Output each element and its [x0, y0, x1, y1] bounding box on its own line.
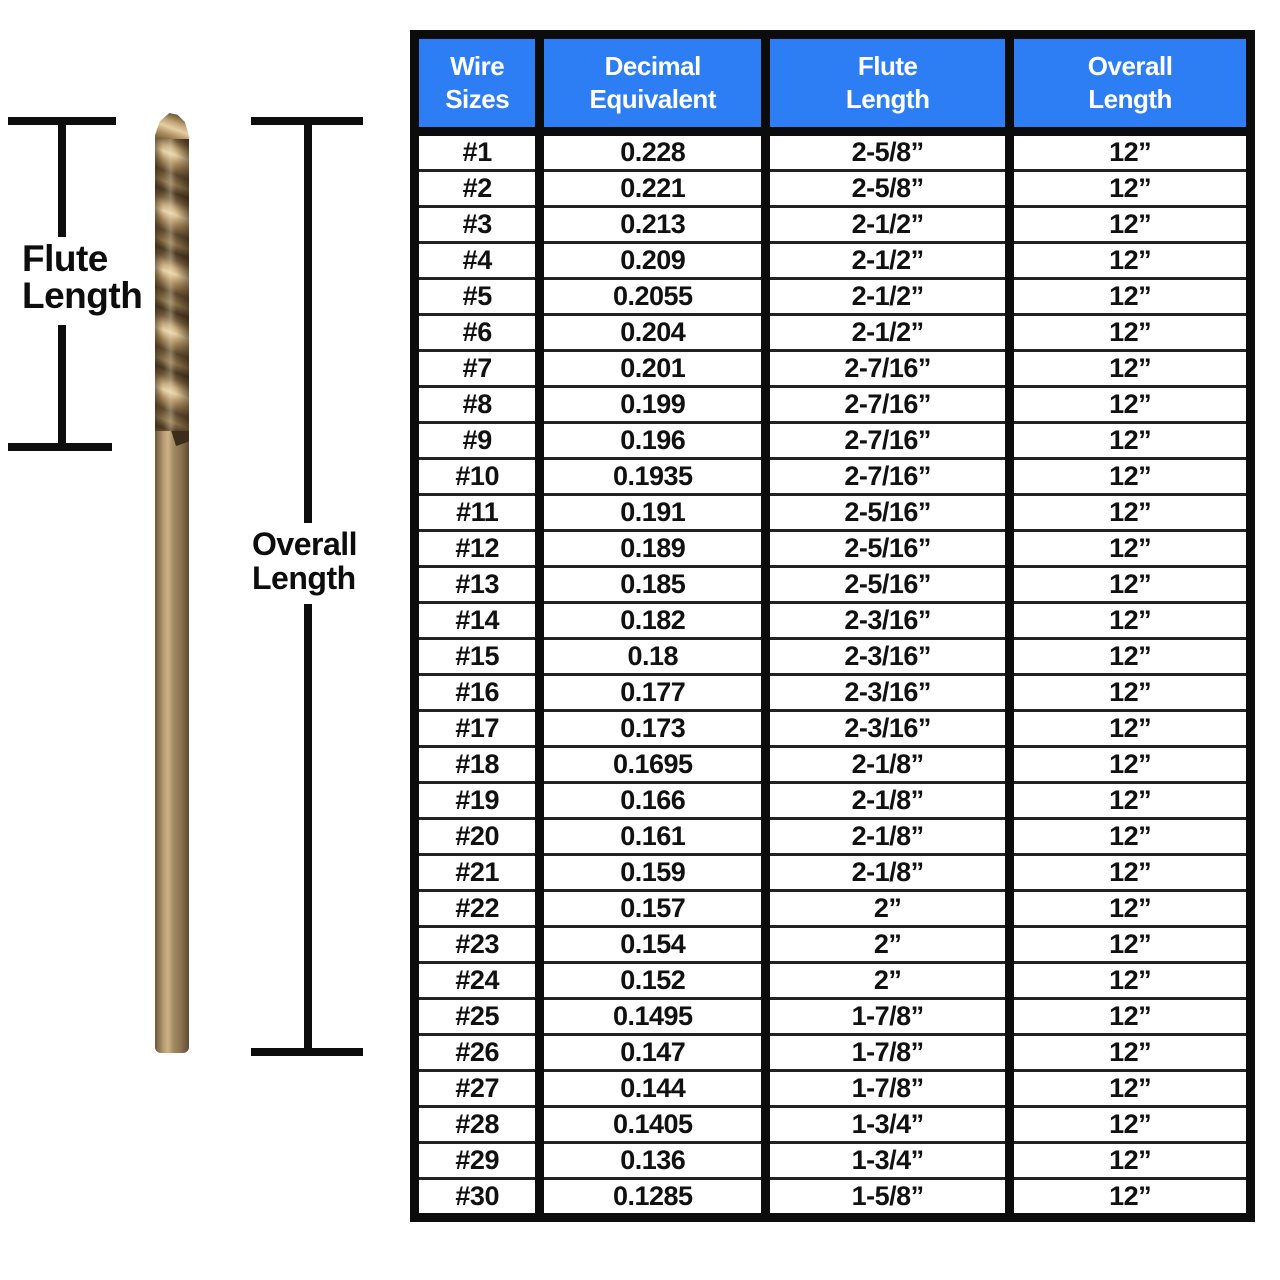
table-cell: 0.159: [540, 855, 766, 891]
table-cell: 0.221: [540, 171, 766, 207]
table-cell: 12”: [1010, 963, 1251, 999]
header-line: Length: [845, 84, 930, 114]
table-row: [415, 999, 1251, 1035]
table-cell: 12”: [1010, 783, 1251, 819]
table-cell: 12”: [1010, 132, 1251, 171]
column-header-overall-length: [1010, 35, 1251, 132]
table-cell: 2-7/16”: [766, 387, 1010, 423]
table-cell: 12”: [1010, 423, 1251, 459]
header-line: Overall: [1087, 51, 1173, 81]
table-cell: 2-3/16”: [766, 711, 1010, 747]
table-cell: #21: [415, 855, 540, 891]
table-cell: 0.185: [540, 567, 766, 603]
table-cell: 2-1/2”: [766, 315, 1010, 351]
flute-length-bracket-line-upper: [58, 117, 66, 237]
table-cell: 12”: [1010, 1179, 1251, 1218]
table-cell: 2”: [766, 891, 1010, 927]
table-cell: 2-7/16”: [766, 351, 1010, 387]
flute-length-label-line2: Length: [22, 275, 143, 316]
table-cell: 0.199: [540, 387, 766, 423]
table-row: [415, 1035, 1251, 1071]
table-cell: 0.189: [540, 531, 766, 567]
table-row: [415, 1143, 1251, 1179]
table-cell: 0.209: [540, 243, 766, 279]
table-cell: #18: [415, 747, 540, 783]
table-cell: 2-3/16”: [766, 675, 1010, 711]
table-cell: 12”: [1010, 387, 1251, 423]
table-cell: 12”: [1010, 243, 1251, 279]
table-row: [415, 747, 1251, 783]
table-cell: 2-1/2”: [766, 207, 1010, 243]
table-cell: #12: [415, 531, 540, 567]
table-cell: 0.228: [540, 132, 766, 171]
table-cell: 1-5/8”: [766, 1179, 1010, 1218]
table-cell: #17: [415, 711, 540, 747]
table-cell: 2-7/16”: [766, 459, 1010, 495]
table-cell: #7: [415, 351, 540, 387]
table-cell: 0.196: [540, 423, 766, 459]
column-header-decimal-equivalent: [540, 35, 766, 132]
table-cell: #23: [415, 927, 540, 963]
table-row: [415, 675, 1251, 711]
table-cell: 2-1/2”: [766, 243, 1010, 279]
table-cell: 2-1/8”: [766, 747, 1010, 783]
table-row: [415, 459, 1251, 495]
table-cell: #29: [415, 1143, 540, 1179]
table-cell: #22: [415, 891, 540, 927]
table-cell: 12”: [1010, 459, 1251, 495]
overall-length-label: [252, 527, 357, 595]
overall-length-bracket-line-lower: [304, 604, 312, 1056]
header-line: Flute: [857, 51, 918, 81]
table-cell: 12”: [1010, 315, 1251, 351]
table-cell: #5: [415, 279, 540, 315]
table-cell: #1: [462, 137, 492, 167]
table-cell: 1-7/8”: [766, 1071, 1010, 1107]
table-cell: 2-3/16”: [766, 639, 1010, 675]
table-row: [415, 1071, 1251, 1107]
table-cell: 1-7/8”: [766, 999, 1010, 1035]
table-cell: #3: [415, 207, 540, 243]
table-cell: #9: [415, 423, 540, 459]
table-cell: 0.173: [540, 711, 766, 747]
table-row: [415, 1179, 1251, 1218]
table-cell: 0.161: [540, 819, 766, 855]
overall-length-label-line2: Length: [252, 560, 356, 596]
table-row: [415, 819, 1251, 855]
table-row: [415, 783, 1251, 819]
header-line: Equivalent: [589, 84, 716, 114]
table-cell: 1-3/4”: [766, 1107, 1010, 1143]
table-row: [415, 207, 1251, 243]
table-cell: 12”: [1010, 207, 1251, 243]
table-row: [415, 891, 1251, 927]
table-cell: 0.1405: [540, 1107, 766, 1143]
table-cell: 2-1/8”: [766, 855, 1010, 891]
table-cell: 12”: [1010, 351, 1251, 387]
table-cell: 12”: [1010, 747, 1251, 783]
table-cell: 0.154: [540, 927, 766, 963]
table-cell: 12”: [1010, 603, 1251, 639]
table-row: [415, 279, 1251, 315]
table-cell: 12”: [1010, 855, 1251, 891]
table-row: [415, 1107, 1251, 1143]
table-row: [415, 423, 1251, 459]
table-cell: #11: [415, 495, 540, 531]
table-cell: 0.166: [540, 783, 766, 819]
table-cell: 12”: [1010, 1143, 1251, 1179]
table-cell: 12”: [1010, 1071, 1251, 1107]
flute-length-bracket-line-lower: [58, 325, 66, 451]
table-cell: 0.18: [540, 639, 766, 675]
table-row: [415, 132, 1251, 171]
table-cell: 2-1/8”: [766, 819, 1010, 855]
table-row: [415, 351, 1251, 387]
table-cell: #16: [415, 675, 540, 711]
table-cell: #13: [415, 567, 540, 603]
table-cell: #14: [415, 603, 540, 639]
table-cell: #20: [415, 819, 540, 855]
table-cell: 12”: [1010, 999, 1251, 1035]
flute-length-label: [22, 240, 142, 314]
header-line: Sizes: [445, 84, 510, 114]
table-cell: 2-5/16”: [766, 567, 1010, 603]
table-cell: 12”: [1010, 1035, 1251, 1071]
table-header-row: [415, 35, 1251, 132]
table-cell: 2-1/8”: [766, 783, 1010, 819]
table-cell: 12”: [1010, 1107, 1251, 1143]
table-row: [415, 855, 1251, 891]
table-cell: 12”: [1010, 531, 1251, 567]
table-cell: #26: [415, 1035, 540, 1071]
table-row: [415, 495, 1251, 531]
drill-flute-runout: [155, 431, 189, 457]
table-cell: #27: [415, 1071, 540, 1107]
table-row: [415, 567, 1251, 603]
drill-shank: [155, 457, 189, 1053]
table-cell: 0.136: [540, 1143, 766, 1179]
table-cell: 2”: [766, 963, 1010, 999]
table-cell: 12”: [1010, 711, 1251, 747]
table-cell: 0.1935: [540, 459, 766, 495]
table-cell: #28: [415, 1107, 540, 1143]
table-row: [415, 639, 1251, 675]
table-row: [415, 927, 1251, 963]
table-cell: 0.152: [540, 963, 766, 999]
table-cell: #6: [415, 315, 540, 351]
table-cell: 12”: [1010, 891, 1251, 927]
table-cell: 2-1/2”: [766, 279, 1010, 315]
table-cell: #25: [415, 999, 540, 1035]
table-cell: 2-5/16”: [766, 495, 1010, 531]
table-cell: 12”: [1010, 675, 1251, 711]
drill-flutes: [155, 139, 189, 433]
table-cell: 0.204: [540, 315, 766, 351]
table-cell: 12”: [1010, 567, 1251, 603]
table-cell: #2: [415, 171, 540, 207]
table-cell: 2”: [766, 927, 1010, 963]
table-cell: 0.157: [540, 891, 766, 927]
header-line: Wire: [450, 51, 505, 81]
table-cell: #8: [415, 387, 540, 423]
table-cell: 0.1695: [540, 747, 766, 783]
table-cell: 12”: [1010, 927, 1251, 963]
table-cell: 0.177: [540, 675, 766, 711]
table-cell: 1-3/4”: [766, 1143, 1010, 1179]
table-cell: 2-5/16”: [766, 531, 1010, 567]
size-table: [410, 30, 1255, 1222]
table-cell: 0.1285: [540, 1179, 766, 1218]
table-row: [415, 603, 1251, 639]
table-cell: 0.182: [540, 603, 766, 639]
table-row: [415, 171, 1251, 207]
drill-bit-image: [155, 113, 189, 1053]
table-row: [415, 315, 1251, 351]
table-row: [415, 963, 1251, 999]
column-header-flute-length: [766, 35, 1010, 132]
table-row: [415, 711, 1251, 747]
overall-length-bracket-bottom: [251, 1048, 363, 1056]
table-cell: 0.2055: [540, 279, 766, 315]
flute-length-label-line1: Flute: [22, 238, 108, 279]
table-cell: 12”: [1010, 639, 1251, 675]
table-row: [415, 387, 1251, 423]
table-cell: #4: [415, 243, 540, 279]
table-cell: 0.1495: [540, 999, 766, 1035]
table-cell: 2-5/8”: [766, 132, 1010, 171]
overall-length-label-line1: Overall: [252, 526, 358, 562]
table-row: [415, 243, 1251, 279]
table-cell: 2-5/8”: [766, 171, 1010, 207]
table-cell: #30: [415, 1179, 540, 1218]
table-cell: 2-3/16”: [766, 603, 1010, 639]
table-cell: #15: [415, 639, 540, 675]
table-cell: 0.147: [540, 1035, 766, 1071]
flute-length-bracket-bottom: [8, 443, 112, 451]
table-cell: #10: [415, 459, 540, 495]
table-cell: 0.191: [540, 495, 766, 531]
table-cell: 1-7/8”: [766, 1035, 1010, 1071]
table-cell: 12”: [1010, 279, 1251, 315]
table-cell: 12”: [1010, 819, 1251, 855]
table-cell: 2-7/16”: [766, 423, 1010, 459]
table-cell: 0.144: [540, 1071, 766, 1107]
table-row: [415, 531, 1251, 567]
table-cell: 12”: [1010, 495, 1251, 531]
table-cell: 0.213: [540, 207, 766, 243]
table-cell: 12”: [1010, 171, 1251, 207]
table-cell: #19: [415, 783, 540, 819]
header-line: Length: [1088, 84, 1172, 114]
table-cell: #24: [415, 963, 540, 999]
overall-length-bracket-line-upper: [304, 117, 312, 523]
column-header-wire-sizes: [415, 35, 540, 132]
table-cell: 0.201: [540, 351, 766, 387]
header-line: Decimal: [604, 51, 701, 81]
